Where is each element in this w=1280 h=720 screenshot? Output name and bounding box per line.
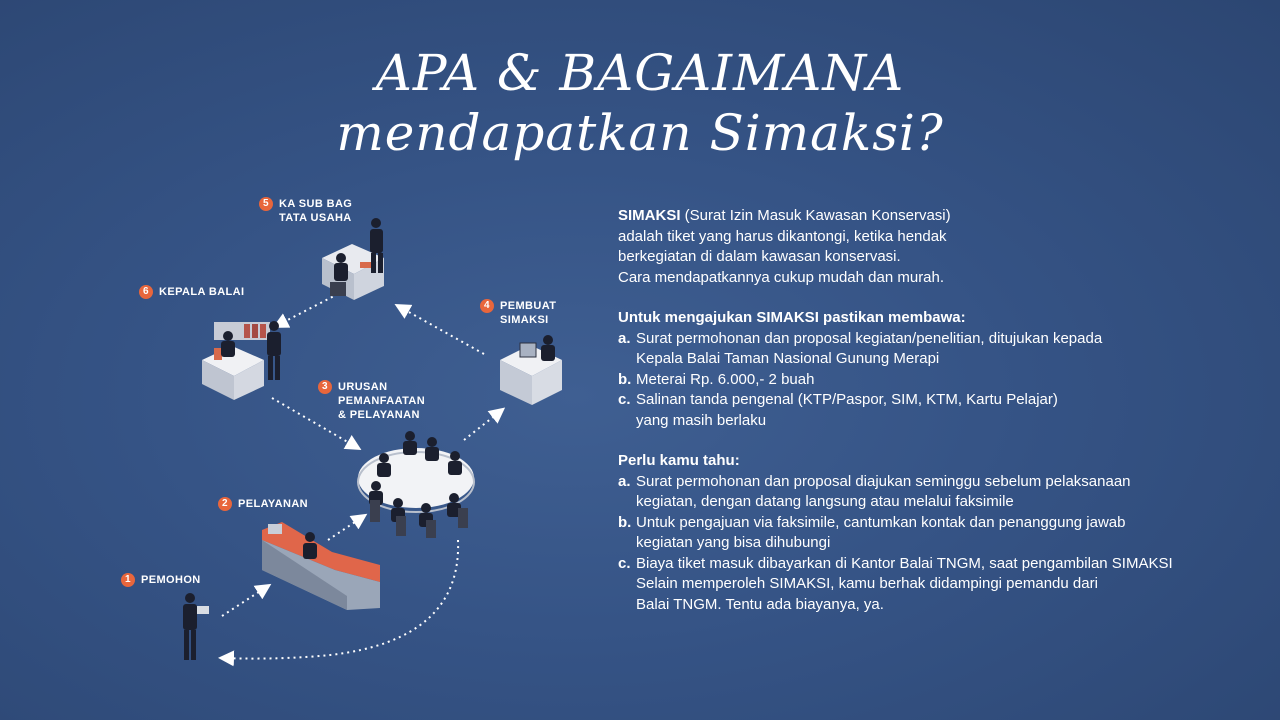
step-label-line: URUSAN [338, 381, 388, 393]
list-line: Surat permohonan dan proposal diajukan seminggu sebelum pelaksanaan [636, 472, 1131, 490]
dotted-arrow-icon [276, 294, 338, 326]
info-text [618, 206, 1258, 635]
dotted-arrow-icon [464, 410, 502, 440]
list-item [618, 370, 1258, 391]
step-label-line: PELAYANAN [238, 498, 309, 510]
step-2-label [218, 497, 308, 511]
step-label-line: TATA USAHA [279, 212, 352, 224]
list-line: Salinan tanda pengenal (KTP/Paspor, SIM, KTM, Kartu Pelajar) [636, 391, 1058, 408]
step-number-badge: 5 [259, 197, 273, 211]
title-line-1: APA & BAGAIMANA [375, 44, 905, 102]
list-line: yang masih berlaku [636, 411, 767, 429]
list-letter: c. [618, 391, 631, 408]
list-letter: b. [618, 513, 632, 531]
step-3-label [318, 380, 425, 422]
dotted-arrow-icon [328, 516, 364, 540]
step-label-line: SIMAKSI [500, 314, 549, 326]
step-label-line: PEMOHON [141, 574, 201, 586]
step-4-label [480, 299, 556, 327]
title-line-2: mendapatkan Simaksi? [336, 104, 944, 162]
process-illustration [0, 0, 600, 720]
list-line: Kepala Balai Taman Nasional Gunung Merapi [636, 350, 940, 367]
meeting-table-icon [358, 431, 474, 538]
list-letter: a. [618, 329, 631, 347]
step-5-label [259, 197, 352, 225]
step-number-badge: 1 [121, 573, 135, 587]
list-line: kegiatan, dengan datang langsung atau melalui faksimile [636, 493, 1014, 510]
step-label-line: KEPALA BALAI [159, 286, 245, 298]
list-letter: b. [618, 370, 632, 388]
step-label-line: & PELAYANAN [338, 409, 420, 421]
list-line: Untuk pengajuan via faksimile, cantumkan kontak dan penanggung jawab [636, 513, 1126, 531]
intro-line: Cara mendapatkannya cukup mudah dan murah. [618, 268, 945, 286]
notes-heading: Perlu kamu tahu: [618, 452, 740, 469]
requirements-section [618, 308, 1258, 431]
intro-paragraph [618, 206, 1258, 288]
list-item [618, 513, 1258, 554]
list-letter: c. [618, 554, 631, 572]
step-number-badge: 3 [318, 380, 332, 394]
step-number-badge: 4 [480, 299, 494, 313]
list-line: Surat permohonan dan proposal kegiatan/penelitian, ditujukan kepada [636, 329, 1103, 347]
list-line: Selain memperoleh SIMAKSI, kamu berhak didampingi pemandu dari [636, 575, 1098, 592]
person-icon [183, 593, 209, 660]
step-label-line: PEMANFAATAN [338, 395, 426, 407]
list-item [618, 329, 1258, 370]
office-desk-icon [322, 218, 384, 300]
list-item [618, 390, 1258, 431]
list-line: Balai TNGM. Tentu ada biayanya, ya. [636, 595, 884, 613]
boss-desk-icon [202, 321, 281, 400]
workstation-icon [500, 335, 562, 405]
step-label-line: PEMBUAT [500, 300, 557, 312]
requirements-heading: Untuk mengajukan SIMAKSI pastikan membawa: [618, 309, 966, 326]
simaksi-term: SIMAKSI [618, 207, 681, 224]
step-6-label [139, 285, 244, 299]
list-item [618, 472, 1258, 513]
dotted-arrow-icon [398, 306, 484, 354]
notes-section [618, 451, 1258, 615]
dotted-arrow-icon [222, 586, 268, 616]
step-label-line: KA SUB BAG [279, 198, 353, 210]
step-number-badge: 6 [139, 285, 153, 299]
service-desk-icon [262, 522, 380, 610]
list-item [618, 554, 1258, 616]
intro-line: (Surat Izin Masuk Kawasan Konservasi) [680, 207, 951, 224]
step-number-badge: 2 [218, 497, 232, 511]
list-line: Biaya tiket masuk dibayarkan di Kantor Balai TNGM, saat pengambilan SIMAKSI [636, 554, 1173, 572]
step-1-label [121, 573, 201, 587]
list-letter: a. [618, 472, 631, 490]
list-line: kegiatan yang bisa dihubungi [636, 534, 831, 551]
intro-line: berkegiatan di dalam kawasan konservasi. [618, 248, 901, 265]
intro-line: adalah tiket yang harus dikantongi, ketika hendak [618, 227, 947, 245]
list-line: Meterai Rp. 6.000,- 2 buah [636, 370, 815, 388]
